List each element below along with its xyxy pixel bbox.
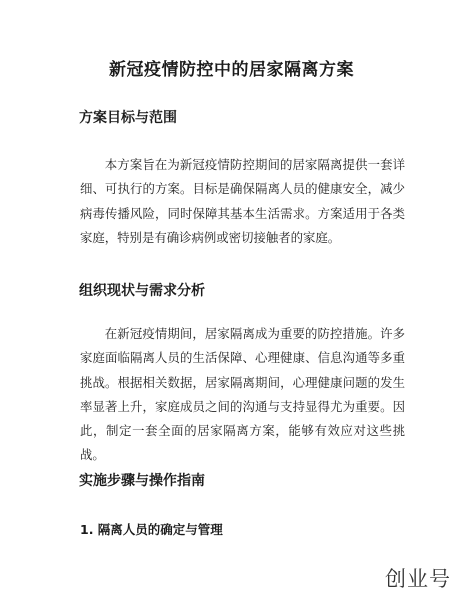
section-paragraph-analysis: 在新冠疫情期间，居家隔离成为重要的防控措施。许多家庭面临隔离人员的生活保障、心理健康、信息沟通等多重挑战。根据相关数据，居家隔离期间，心理健康问题的发生率显著上升，家庭成员之间的沟通与支持显得尤为重要。因此，制定一套全面的居家隔离方案，能够有效应对这些挑战。: [80, 326, 405, 463]
section-heading-analysis: 组织现状与需求分析: [79, 283, 205, 299]
section-heading-steps: 实施步骤与操作指南: [79, 473, 205, 489]
watermark-text: 创业号: [385, 567, 451, 591]
section-heading-goals: 方案目标与范围: [79, 110, 177, 126]
document-title: 新冠疫情防控中的居家隔离方案: [109, 60, 354, 80]
section-paragraph-goals: 本方案旨在为新冠疫情防控期间的居家隔离提供一套详细、可执行的方案。目标是确保隔离人员的健康安全，减少病毒传播风险，同时保障其基本生活需求。方案适用于各类家庭，特别是有确诊病例或密切接触者的家庭。: [80, 157, 405, 245]
sub-heading-isolation-management: 1. 隔离人员的确定与管理: [80, 522, 223, 537]
